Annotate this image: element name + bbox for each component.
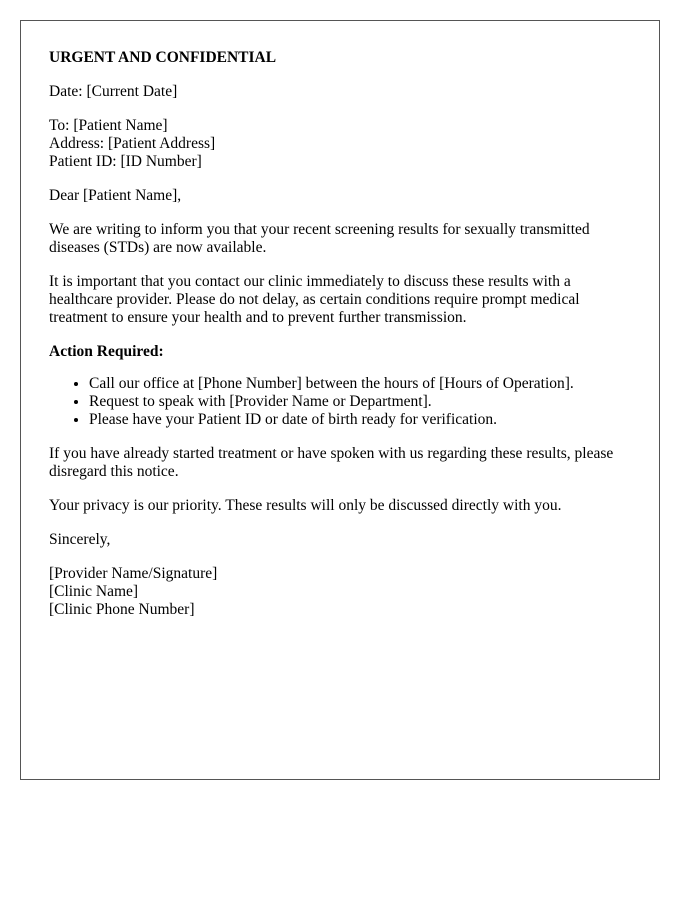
recipient-patient-id: Patient ID: [ID Number] [49,153,202,170]
date-line: Date: [Current Date] [49,83,178,100]
signature-phone: [Clinic Phone Number] [49,601,195,618]
body-paragraph-results: We are writing to inform you that your recent screening results for sexually transmitted diseases (STDs) are now available. [49,221,590,256]
action-item-call: • Call our office at [Phone Number] between the hours of [Hours of Operation]. [89,375,631,393]
letter-page [20,20,660,780]
action-list [49,375,631,429]
salutation: Dear [Patient Name], [49,187,182,204]
letter-heading: URGENT AND CONFIDENTIAL [49,49,277,66]
body-paragraph-contact: It is important that you contact our clinic immediately to discuss these results with a healthcare provider. Please do not delay, as certain conditions require prompt medical treatment to ensure your health and to prevent further transmission. [49,273,580,326]
signature-block [49,565,631,619]
closing-paragraph-disregard: If you have already started treatment or have spoken with us regarding these results, please disregard this notice. [49,445,614,480]
signature-clinic: [Clinic Name] [49,583,139,600]
recipient-to: To: [Patient Name] [49,117,168,134]
recipient-address: Address: [Patient Address] [49,135,216,152]
action-item-verification: • Please have your Patient ID or date of birth ready for verification. [89,411,631,429]
recipient-block [49,117,631,171]
signature-name: [Provider Name/Signature] [49,565,218,582]
signoff: Sincerely, [49,531,111,548]
closing-paragraph-privacy: Your privacy is our priority. These results will only be discussed directly with you. [49,497,562,514]
action-required-heading: Action Required: [49,343,164,360]
action-item-request: • Request to speak with [Provider Name or Department]. [89,393,631,411]
